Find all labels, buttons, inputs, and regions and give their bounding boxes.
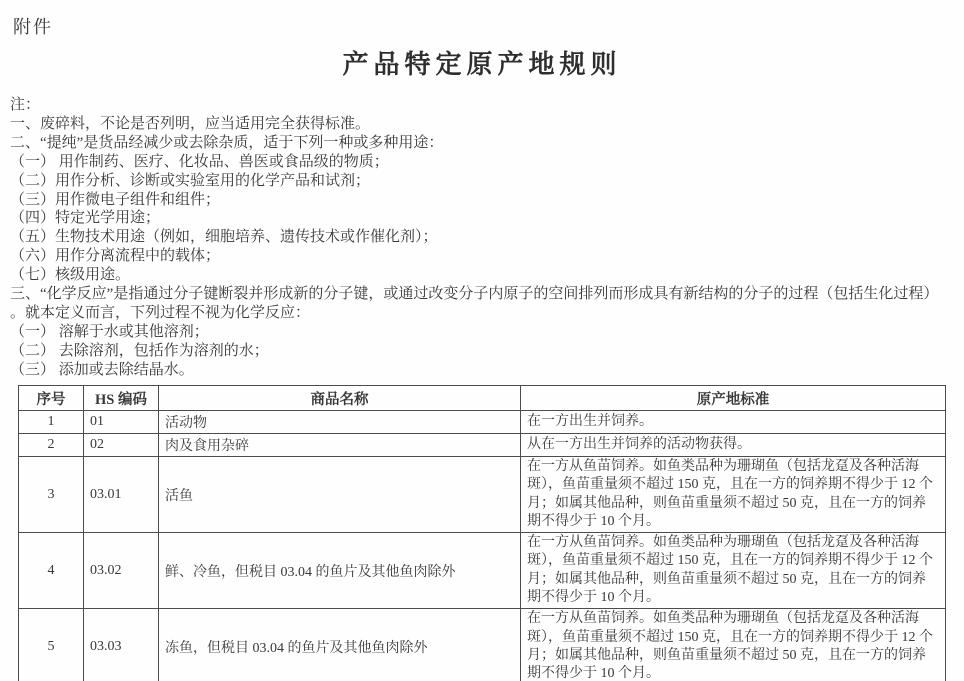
cell-hs-code: 03.02 [84, 533, 159, 609]
note-line-12: （一） 溶解于水或其他溶剂； [10, 323, 209, 340]
table-row-2 [19, 434, 946, 457]
cell-product-name: 活鱼 [159, 457, 521, 533]
cell-origin-standard: 在一方出生并饲养。 [521, 411, 946, 434]
header-hs-code: HS 编码 [84, 386, 159, 411]
header-seq-no: 序号 [19, 386, 84, 411]
cell-origin-standard: 在一方从鱼苗饲养。如鱼类品种为珊瑚鱼（包括龙趸及各种活海斑），鱼苗重量须不超过 150 克，且在一方的饲养期不得少于 12 个月；如属其他品种，则鱼苗重量须不超过 50 克，且在一方的饲养期不得少于 10 个月。 [521, 533, 946, 609]
note-line-8: （六）用作分离流程中的载体； [10, 248, 221, 265]
notes-section [10, 96, 958, 380]
notes-heading: 注： [10, 97, 41, 113]
cell-seq-no: 2 [19, 434, 84, 457]
cell-origin-standard: 在一方从鱼苗饲养。如鱼类品种为珊瑚鱼（包括龙趸及各种活海斑），鱼苗重量须不超过 150 克，且在一方的饲养期不得少于 12 个月；如属其他品种，则鱼苗重量须不超过 50 克，且在一方的饲养期不得少于 10 个月。 [521, 609, 946, 681]
cell-hs-code: 02 [84, 434, 159, 457]
table-header-row [19, 386, 946, 411]
attachment-label: 附件 [13, 17, 53, 37]
cell-seq-no: 5 [19, 609, 84, 681]
cell-origin-standard: 在一方从鱼苗饲养。如鱼类品种为珊瑚鱼（包括龙趸及各种活海斑），鱼苗重量须不超过 150 克，且在一方的饲养期不得少于 12 个月；如属其他品种，则鱼苗重量须不超过 50 克，且在一方的饲养期不得少于 10 个月。 [521, 457, 946, 533]
cell-product-name: 冻鱼，但税目 03.04 的鱼片及其他鱼肉除外 [159, 609, 521, 681]
cell-product-name: 活动物 [159, 411, 521, 434]
note-line-11: 。就本定义而言，下列过程不视为化学反应： [10, 304, 311, 321]
note-line-9: （七）核级用途。 [10, 267, 131, 284]
note-line-5: （三）用作微电子组件和组件； [10, 191, 221, 208]
table-row-5 [19, 609, 946, 681]
note-line-3: （一） 用作制药、医疗、化妆品、兽医或食品级的物质； [10, 153, 389, 170]
cell-seq-no: 4 [19, 533, 84, 609]
header-origin-standard: 原产地标准 [521, 386, 946, 411]
cell-origin-standard: 从在一方出生并饲养的活动物获得。 [521, 434, 946, 457]
note-line-4: （二）用作分析、诊断或实验室用的化学产品和试剂； [10, 172, 371, 189]
page-title: 产品特定原产地规则 [342, 50, 622, 79]
cell-product-name: 肉及食用杂碎 [159, 434, 521, 457]
cell-seq-no: 1 [19, 411, 84, 434]
header-product-name: 商品名称 [159, 386, 521, 411]
cell-hs-code: 01 [84, 411, 159, 434]
cell-hs-code: 03.03 [84, 609, 159, 681]
note-line-14: （三） 添加或去除结晶水。 [10, 361, 194, 378]
note-line-7: （五）生物技术用途（例如，细胞培养、遗传技术或作催化剂）； [10, 229, 438, 246]
table-row-3 [19, 457, 946, 533]
table-row-1 [19, 411, 946, 434]
origin-rules-table [18, 385, 946, 681]
note-line-6: （四）特定光学用途； [10, 210, 161, 227]
cell-hs-code: 03.01 [84, 457, 159, 533]
note-line-10: 三、“化学反应”是指通过分子键断裂并形成新的分子键，或通过改变分子内原子的空间排列而形成具有新结构的分子的过程（包括生化过程） [10, 286, 939, 303]
note-line-2: 二、“提纯”是货品经减少或去除杂质，适于下列一种或多种用途： [10, 134, 444, 151]
table-row-4 [19, 533, 946, 609]
note-line-13: （二） 去除溶剂，包括作为溶剂的水； [10, 342, 269, 359]
cell-product-name: 鲜、冷鱼，但税目 03.04 的鱼片及其他鱼肉除外 [159, 533, 521, 609]
cell-seq-no: 3 [19, 457, 84, 533]
note-line-1: 一、废碎料，不论是否列明，应当适用完全获得标准。 [10, 115, 371, 132]
